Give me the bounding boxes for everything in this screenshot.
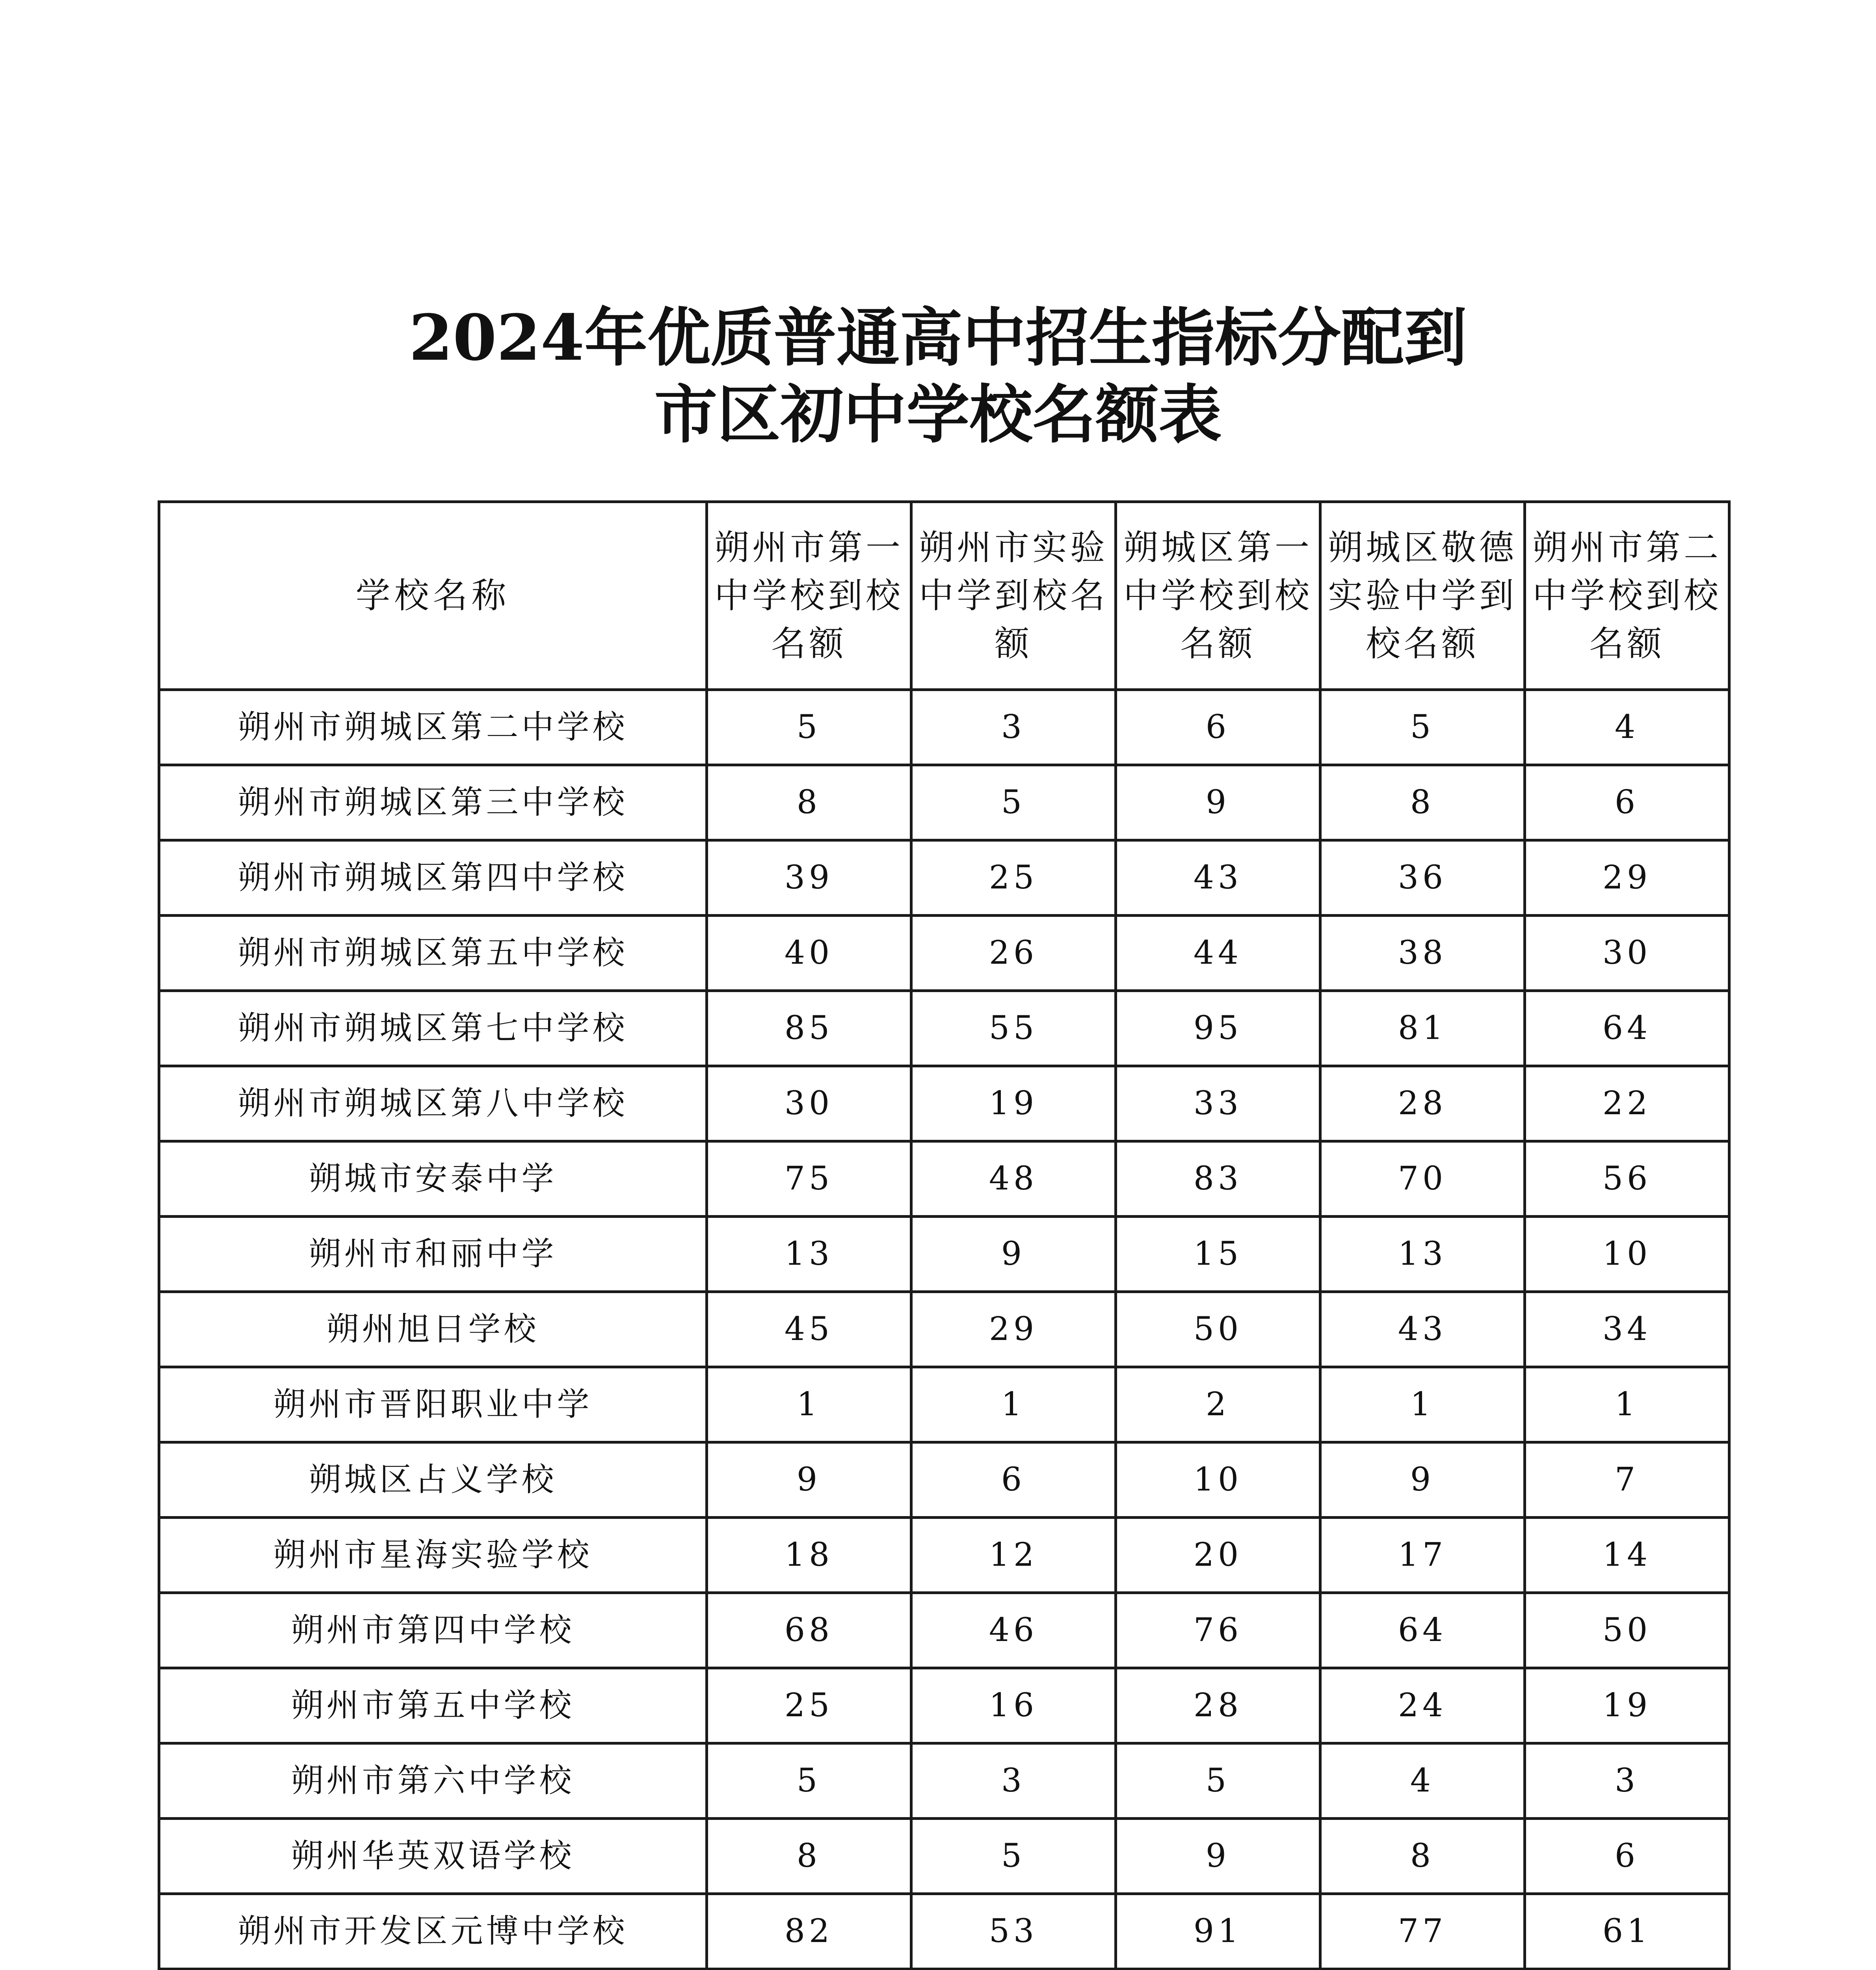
quota-cell: 70 (1320, 1141, 1525, 1217)
quota-cell: 34 (1525, 1292, 1729, 1367)
quota-cell: 10 (1116, 1442, 1320, 1518)
quota-cell: 43 (1116, 840, 1320, 916)
quota-cell: 3 (911, 690, 1116, 765)
school-name-cell: 朔州旭日学校 (159, 1292, 707, 1367)
quota-cell: 95 (1116, 991, 1320, 1066)
quota-cell: 9 (1116, 765, 1320, 840)
quota-cell: 33 (1116, 1066, 1320, 1141)
quota-cell: 6 (1116, 690, 1320, 765)
school-name-cell: 朔州市朔城区第四中学校 (159, 840, 707, 916)
quota-cell: 5 (1320, 690, 1525, 765)
quota-cell: 9 (1116, 1819, 1320, 1894)
school-name-cell: 朔州市晋阳职业中学 (159, 1367, 707, 1442)
quota-cell: 18 (707, 1518, 911, 1593)
quota-cell: 25 (911, 840, 1116, 916)
quota-cell: 15 (1116, 1217, 1320, 1292)
school-name-cell: 朔州市第五中学校 (159, 1668, 707, 1743)
quota-cell: 5 (707, 1743, 911, 1819)
quota-cell: 91 (1116, 1894, 1320, 1969)
column-header-shuozhou-no1: 朔州市第一中学校到校名额 (707, 502, 911, 690)
school-name-cell: 朔州市第六中学校 (159, 1743, 707, 1819)
quota-cell: 8 (707, 765, 911, 840)
quota-cell: 14 (1525, 1518, 1729, 1593)
quota-cell: 45 (707, 1292, 911, 1367)
quota-cell: 6 (1525, 765, 1729, 840)
quota-cell: 19 (1525, 1668, 1729, 1743)
quota-cell: 1 (707, 1367, 911, 1442)
quota-cell: 1 (1525, 1367, 1729, 1442)
school-name-cell: 朔州华英双语学校 (159, 1819, 707, 1894)
quota-cell: 28 (1320, 1066, 1525, 1141)
quota-cell: 2 (1116, 1367, 1320, 1442)
quota-cell: 12 (911, 1518, 1116, 1593)
school-name-cell: 朔州市朔城区第二中学校 (159, 690, 707, 765)
quota-cell: 53 (911, 1894, 1116, 1969)
quota-cell: 40 (707, 916, 911, 991)
table-row (159, 916, 1729, 991)
quota-cell: 4 (1525, 690, 1729, 765)
table-row (159, 765, 1729, 840)
school-name-cell: 朔州市开发区元博中学校 (159, 1894, 707, 1969)
table-row (159, 1743, 1729, 1819)
quota-cell: 7 (1525, 1442, 1729, 1518)
table-row (159, 1141, 1729, 1217)
table-row (159, 1292, 1729, 1367)
quota-cell: 77 (1320, 1894, 1525, 1969)
column-header-school-name: 学校名称 (159, 502, 707, 690)
quota-cell: 5 (707, 690, 911, 765)
school-name-cell: 朔州市星海实验学校 (159, 1518, 707, 1593)
quota-cell: 1 (911, 1367, 1116, 1442)
quota-cell: 61 (1525, 1894, 1729, 1969)
quota-cell: 43 (1320, 1292, 1525, 1367)
school-name-cell: 朔州市朔城区第三中学校 (159, 765, 707, 840)
school-name-cell: 朔城市安泰中学 (159, 1141, 707, 1217)
quota-cell: 28 (1116, 1668, 1320, 1743)
page-title-line-1: 2024年优质普通高中招生指标分配到 (409, 301, 1467, 375)
quota-table-body (159, 690, 1729, 1970)
quota-cell: 82 (707, 1894, 911, 1969)
quota-cell: 55 (911, 991, 1116, 1066)
table-row (159, 1518, 1729, 1593)
table-row (159, 991, 1729, 1066)
school-name-cell: 朔城区占义学校 (159, 1442, 707, 1518)
quota-cell: 3 (911, 1743, 1116, 1819)
quota-cell: 56 (1525, 1141, 1729, 1217)
quota-cell: 85 (707, 991, 911, 1066)
quota-cell: 46 (911, 1593, 1116, 1668)
table-row (159, 840, 1729, 916)
quota-cell: 4 (1320, 1743, 1525, 1819)
quota-cell: 50 (1116, 1292, 1320, 1367)
school-name-cell: 朔州市第四中学校 (159, 1593, 707, 1668)
quota-cell: 26 (911, 916, 1116, 991)
quota-cell: 29 (1525, 840, 1729, 916)
table-row (159, 690, 1729, 765)
table-row (159, 1894, 1729, 1969)
column-header-shuocheng-no1: 朔城区第一中学校到校名额 (1116, 502, 1320, 690)
quota-cell: 30 (1525, 916, 1729, 991)
school-name-cell: 朔州市朔城区第八中学校 (159, 1066, 707, 1141)
quota-cell: 30 (707, 1066, 911, 1141)
quota-cell: 64 (1320, 1593, 1525, 1668)
table-row (159, 1217, 1729, 1292)
header-row (159, 502, 1729, 690)
quota-cell: 29 (911, 1292, 1116, 1367)
quota-table-header (159, 502, 1729, 690)
quota-cell: 9 (911, 1217, 1116, 1292)
quota-cell: 64 (1525, 991, 1729, 1066)
quota-cell: 8 (1320, 765, 1525, 840)
table-row (159, 1819, 1729, 1894)
quota-cell: 81 (1320, 991, 1525, 1066)
column-header-shuozhou-experimental: 朔州市实验中学到校名额 (911, 502, 1116, 690)
quota-cell: 8 (707, 1819, 911, 1894)
quota-cell: 48 (911, 1141, 1116, 1217)
quota-cell: 75 (707, 1141, 911, 1217)
quota-cell: 19 (911, 1066, 1116, 1141)
quota-cell: 13 (707, 1217, 911, 1292)
quota-cell: 9 (707, 1442, 911, 1518)
table-row (159, 1442, 1729, 1518)
column-header-shuozhou-no2: 朔州市第二中学校到校名额 (1525, 502, 1729, 690)
quota-cell: 39 (707, 840, 911, 916)
quota-cell: 5 (911, 1819, 1116, 1894)
quota-table (158, 500, 1731, 1970)
table-row (159, 1668, 1729, 1743)
table-row (159, 1367, 1729, 1442)
quota-cell: 3 (1525, 1743, 1729, 1819)
school-name-cell: 朔州市和丽中学 (159, 1217, 707, 1292)
table-row (159, 1593, 1729, 1668)
school-name-cell: 朔州市朔城区第五中学校 (159, 916, 707, 991)
quota-cell: 5 (1116, 1743, 1320, 1819)
quota-cell: 6 (911, 1442, 1116, 1518)
quota-cell: 1 (1320, 1367, 1525, 1442)
quota-cell: 44 (1116, 916, 1320, 991)
page-title-line-2: 市区初中学校名额表 (654, 377, 1222, 452)
quota-cell: 22 (1525, 1066, 1729, 1141)
quota-cell: 36 (1320, 840, 1525, 916)
quota-cell: 13 (1320, 1217, 1525, 1292)
quota-cell: 50 (1525, 1593, 1729, 1668)
quota-cell: 10 (1525, 1217, 1729, 1292)
quota-cell: 9 (1320, 1442, 1525, 1518)
quota-cell: 24 (1320, 1668, 1525, 1743)
school-name-cell: 朔州市朔城区第七中学校 (159, 991, 707, 1066)
quota-cell: 5 (911, 765, 1116, 840)
quota-cell: 17 (1320, 1518, 1525, 1593)
quota-cell: 38 (1320, 916, 1525, 991)
quota-cell: 76 (1116, 1593, 1320, 1668)
table-row (159, 1066, 1729, 1141)
quota-cell: 20 (1116, 1518, 1320, 1593)
quota-cell: 83 (1116, 1141, 1320, 1217)
quota-cell: 6 (1525, 1819, 1729, 1894)
quota-cell: 25 (707, 1668, 911, 1743)
quota-cell: 16 (911, 1668, 1116, 1743)
page-title (0, 299, 1876, 453)
column-header-shuocheng-jingde: 朔城区敬德实验中学到校名额 (1320, 502, 1525, 690)
quota-cell: 8 (1320, 1819, 1525, 1894)
quota-cell: 68 (707, 1593, 911, 1668)
